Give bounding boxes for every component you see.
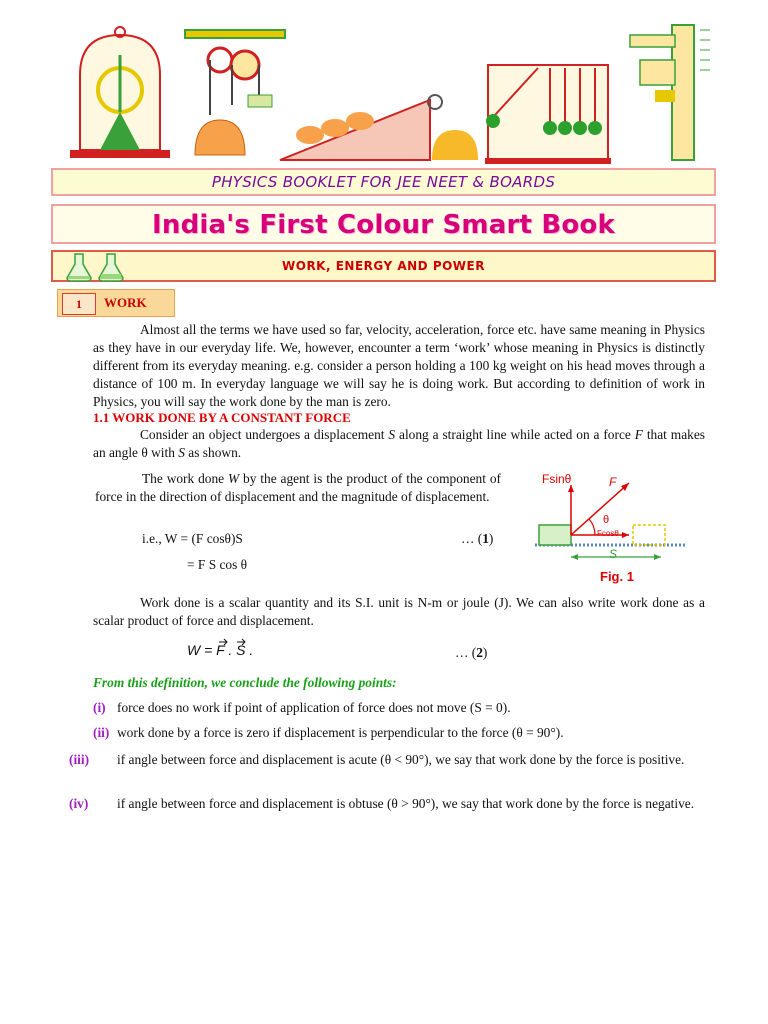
symbol-s-2: S (178, 445, 185, 460)
equation-2-ref-close: ) (482, 645, 488, 660)
point-iii (69, 751, 705, 769)
equation-2-text: W = F . S . (187, 642, 254, 658)
point-text: if angle between force and displacement is acute (θ < 90°), we say that work done by the force is positive. (117, 752, 685, 767)
label-theta: θ (603, 514, 610, 526)
equation-2-ref (455, 645, 487, 661)
title-banner: India's First Colour Smart Book (51, 204, 716, 244)
point-iv (69, 795, 705, 813)
block-initial (539, 525, 571, 545)
constant-force-text-2: along a straight line while acted on a force (395, 427, 635, 442)
scalar-paragraph: Work done is a scalar quantity and its S.I. unit is N-m or joule (J). We can also write work done as a scalar product of force and displacement. (93, 595, 705, 628)
point-text: work done by a force is zero if displacement is perpendicular to the force (θ = 90°). (117, 725, 564, 740)
equation-1-line-1: i.e., W = (F cosθ)S (142, 531, 243, 546)
vernier-caliper-illustration (630, 25, 710, 160)
force-displacement-figure (525, 465, 700, 590)
equation-2-ref-open: … ( (455, 645, 477, 660)
newtons-cradle-illustration (485, 65, 611, 164)
equation-1-ref-close: ) (488, 531, 494, 546)
booklet-banner: PHYSICS BOOKLET FOR JEE NEET & BOARDS (51, 168, 716, 196)
work-definition-text-1: The work done (142, 471, 228, 486)
constant-force-text-4: as shown. (184, 445, 242, 460)
point-label: (iv) (69, 796, 89, 811)
force-arrow (571, 483, 629, 535)
intro-paragraph: Almost all the terms we have used so far, velocity, acceleration, force etc. have same meaning in Physics as they have in our everyday life. We, however, encounter a term ‘work’ whose meaning in Physics is distinctly different from its everyday meaning. e.g. consider a person holding a 100 kg weight on his head moves through a distance of 100 m. In everyday language we will say he is doing work. But according to definition of work in Physics, you will say the work done by the man is zero. (93, 322, 705, 409)
symbol-w: W (228, 471, 240, 486)
symbol-f: F (634, 427, 643, 442)
equation-1-line-2: = F S cos θ (187, 557, 248, 572)
point-ii (93, 724, 705, 742)
conclusion-heading: From this definition, we conclude the following points: (93, 675, 397, 690)
inclined-plane-illustration (280, 95, 478, 160)
chapter-title: WORK, ENERGY AND POWER (282, 259, 485, 273)
symbol-s: S (388, 427, 396, 442)
constant-force-paragraph (93, 426, 705, 462)
point-label: (iii) (69, 752, 90, 767)
point-i (93, 699, 705, 717)
figure-caption: Fig. 1 (600, 569, 634, 584)
section-heading (57, 289, 175, 317)
label-fcos: Fcosθ (597, 529, 619, 538)
equation-2-number: 2 (476, 645, 483, 660)
point-label: (ii) (93, 725, 110, 740)
point-text: if angle between force and displacement is obtuse (θ > 90°), we say that work done by the force is negative. (117, 796, 695, 811)
block-final (633, 525, 665, 545)
label-s: S (609, 547, 618, 561)
equation-1-number: 1 (482, 531, 489, 546)
label-f: F (609, 475, 617, 489)
work-definition-paragraph (95, 470, 501, 506)
section-number: 1 (62, 293, 96, 315)
chapter-banner (51, 250, 716, 282)
constant-force-text-1: Consider an object undergoes a displacement (140, 427, 389, 442)
constant-force-text-3: that makes an angle θ with (93, 427, 705, 460)
bell-jar-illustration (70, 27, 170, 158)
vector-arrow-icon (237, 638, 247, 646)
equation-1-ref (461, 531, 493, 547)
section-title: WORK (104, 295, 147, 310)
point-text: force does no work if point of application of force does not move (S = 0). (117, 700, 511, 715)
equation-1-ref-open: … ( (461, 531, 483, 546)
physics-apparatus-illustration (60, 20, 720, 165)
pulley-illustration (185, 30, 285, 155)
label-fsin: Fsinθ (542, 472, 572, 486)
subsection-title: 1.1 WORK DONE BY A CONSTANT FORCE (93, 410, 351, 425)
angle-arc (589, 519, 595, 535)
equation-2 (187, 642, 253, 658)
vector-arrow-icon (219, 638, 229, 646)
point-label: (i) (93, 700, 106, 715)
work-definition-text-2: by the agent is the product of the component of force in the direction of displacement and the magnitude of displacement. (95, 471, 501, 504)
